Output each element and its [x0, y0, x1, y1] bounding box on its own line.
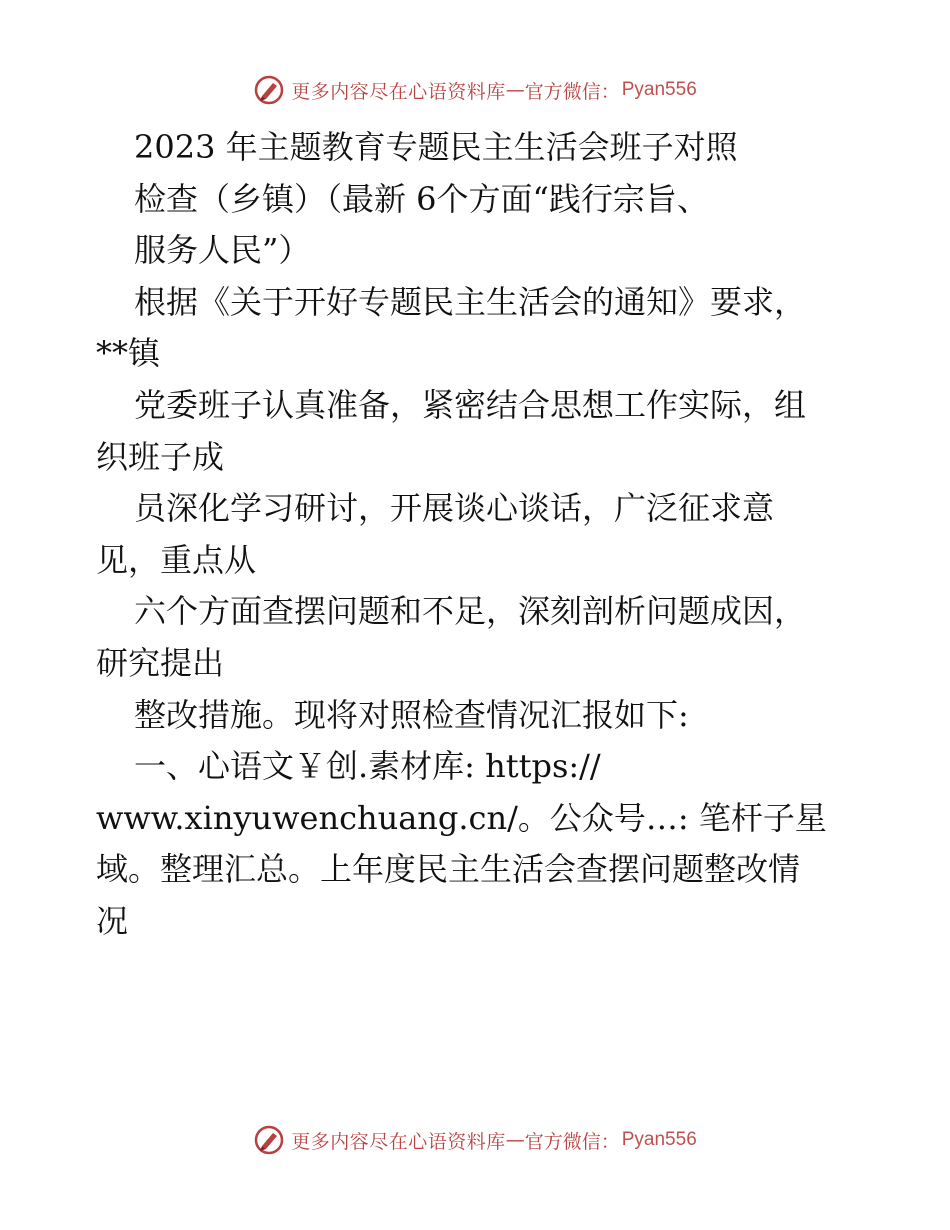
banner-dash: — — [505, 1129, 525, 1151]
paragraph-line: 整改措施。现将对照检查情况汇报如下: — [134, 695, 689, 734]
pen-logo-icon — [253, 74, 285, 106]
paragraph-line: 员深化学习研讨，开展谈心谈话，广泛征求意 — [134, 489, 775, 528]
document-body — [96, 122, 856, 948]
paragraph-line: **镇 — [96, 334, 161, 373]
paragraph-line: 研究提出 — [96, 643, 225, 682]
title-line-1: 2023 年主题教育专题民主生活会班子对照 — [134, 128, 738, 166]
paragraph-line: 况 — [96, 901, 129, 940]
header-banner — [0, 70, 950, 110]
banner-tagline: 更多内容尽在心语资料库 — [291, 1130, 506, 1153]
paragraph-line: 域。整理汇总。上年度民主生活会查摆问题整改情 — [96, 850, 801, 889]
section-heading-line: 一、心语文￥创.素材库: https:// — [134, 747, 601, 786]
title-line-3: 服务人民”） — [134, 231, 311, 270]
banner-tagline: 更多内容尽在心语资料库 — [291, 80, 506, 103]
paragraph-line: www.xinyuwenchuang.cn/。公众号…: 笔杆子星 — [96, 798, 827, 837]
banner-wechat-label: 官方微信： — [524, 1130, 620, 1153]
banner-wechat-handle: Pyan556 — [621, 1129, 697, 1150]
paragraph-line: 根据《关于开好专题民主生活会的通知》要求， — [134, 282, 807, 321]
paragraph-line: 党委班子认真准备，紧密结合思想工作实际，组 — [134, 385, 807, 424]
title-line-2: 检查（乡镇）（最新 6个方面“践行宗旨、 — [134, 179, 709, 218]
paragraph-line: 织班子成 — [96, 437, 225, 476]
banner-wechat-handle: Pyan556 — [621, 79, 697, 100]
footer-banner — [0, 1120, 950, 1160]
pen-logo-icon — [253, 1124, 285, 1156]
banner-dash: — — [505, 79, 525, 101]
paragraph-line: 六个方面查摆问题和不足，深刻剖析问题成因， — [134, 592, 807, 631]
paragraph-line: 见，重点从 — [96, 540, 257, 579]
banner-wechat-label: 官方微信： — [524, 80, 620, 103]
